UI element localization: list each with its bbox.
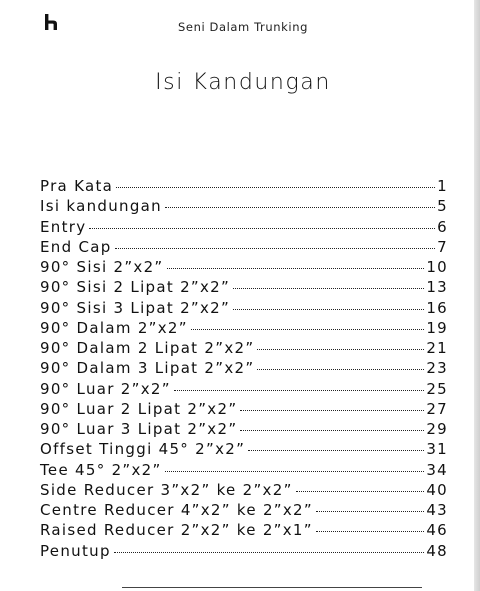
toc-entry-label: 90° Dalam 2”x2” (40, 318, 188, 337)
toc-entry-label: Side Reducer 3”x2” ke 2”x2” (40, 480, 293, 499)
toc-dot-leader (174, 390, 425, 391)
toc-entry[interactable] (40, 461, 448, 481)
toc-entry-label: Raised Reducer 2”x2” ke 2”x1” (40, 521, 313, 540)
toc-dot-leader (165, 207, 435, 208)
toc-entry-label: 90° Dalam 2 Lipat 2”x2” (40, 339, 255, 357)
toc-entry[interactable] (40, 359, 448, 379)
toc-dot-leader (116, 187, 435, 188)
toc-entry[interactable] (40, 197, 448, 217)
toc-entry-label: 90° Sisi 3 Lipat 2”x2” (40, 298, 231, 317)
toc-entry-label: Pra Kata (40, 177, 114, 195)
toc-entry-label: 90° Luar 2 Lipat 2”x2” (40, 399, 238, 418)
toc-dot-leader (115, 248, 436, 249)
footer-rule (122, 587, 422, 588)
toc-entry-page-number: 25 (426, 379, 448, 398)
toc-entry[interactable] (40, 542, 448, 562)
toc-entry[interactable] (40, 420, 448, 440)
toc-entry-page-number: 40 (426, 480, 448, 499)
toc-entry-label: 90° Luar 2”x2” (40, 379, 171, 398)
toc-entry[interactable] (40, 299, 448, 319)
page-title: Isi Kandungan (155, 70, 331, 95)
running-header: Seni Dalam Trunking (178, 20, 308, 34)
toc-entry-label: Penutup (40, 541, 111, 560)
table-of-contents (40, 177, 448, 562)
toc-dot-leader (240, 430, 424, 431)
toc-dot-leader (165, 471, 425, 472)
toc-entry[interactable] (40, 380, 448, 400)
toc-entry-label: Entry (40, 217, 87, 236)
toc-entry[interactable] (40, 258, 448, 278)
toc-dot-leader (316, 511, 424, 512)
toc-entry[interactable] (40, 339, 448, 359)
toc-entry-page-number: 1 (437, 177, 448, 195)
toc-entry-label: Centre Reducer 4”x2” ke 2”x2” (40, 501, 313, 519)
toc-entry-page-number: 31 (426, 440, 448, 459)
toc-entry-label: 90° Sisi 2 Lipat 2”x2” (40, 278, 231, 297)
toc-dot-leader (257, 369, 424, 370)
toc-dot-leader (233, 309, 424, 310)
toc-entry-page-number: 29 (426, 420, 448, 438)
toc-dot-leader (233, 288, 424, 289)
toc-entry[interactable] (40, 238, 448, 258)
toc-entry[interactable] (40, 218, 448, 238)
toc-dot-leader (167, 268, 425, 269)
toc-entry-label: Offset Tinggi 45° 2”x2” (40, 440, 246, 459)
toc-entry-page-number: 6 (437, 217, 448, 236)
toc-dot-leader (240, 410, 424, 411)
toc-dot-leader (89, 228, 435, 229)
toc-entry-page-number: 13 (426, 278, 448, 297)
toc-dot-leader (114, 552, 425, 553)
toc-entry-page-number: 21 (426, 339, 448, 357)
toc-entry-page-number: 10 (426, 258, 448, 276)
toc-entry[interactable] (40, 501, 448, 521)
toc-entry-label: 90° Luar 3 Lipat 2”x2” (40, 420, 238, 438)
toc-entry[interactable] (40, 440, 448, 460)
toc-entry-page-number: 43 (426, 501, 448, 519)
toc-entry[interactable] (40, 319, 448, 339)
toc-entry-page-number: 48 (426, 541, 448, 560)
toc-dot-leader (316, 531, 424, 532)
toc-entry-page-number: 46 (426, 521, 448, 540)
toc-entry[interactable] (40, 400, 448, 420)
toc-entry-page-number: 5 (437, 197, 448, 216)
toc-entry[interactable] (40, 521, 448, 541)
toc-entry-page-number: 27 (426, 399, 448, 418)
toc-dot-leader (257, 349, 424, 350)
toc-entry-label: Isi kandungan (40, 197, 162, 216)
toc-entry-label: 90° Dalam 3 Lipat 2”x2” (40, 359, 255, 378)
toc-entry-label: Tee 45° 2”x2” (40, 460, 162, 479)
toc-entry-label: End Cap (40, 237, 112, 256)
toc-entry-page-number: 16 (426, 298, 448, 317)
toc-entry-label: 90° Sisi 2”x2” (40, 258, 164, 276)
toc-entry-page-number: 19 (426, 318, 448, 337)
toc-entry-page-number: 34 (426, 460, 448, 479)
toc-dot-leader (296, 491, 425, 492)
toc-entry[interactable] (40, 177, 448, 197)
toc-dot-leader (191, 329, 424, 330)
toc-entry-page-number: 23 (426, 359, 448, 378)
toc-entry[interactable] (40, 481, 448, 501)
toc-entry[interactable] (40, 278, 448, 298)
toc-dot-leader (248, 450, 424, 451)
toc-entry-page-number: 7 (437, 237, 448, 256)
